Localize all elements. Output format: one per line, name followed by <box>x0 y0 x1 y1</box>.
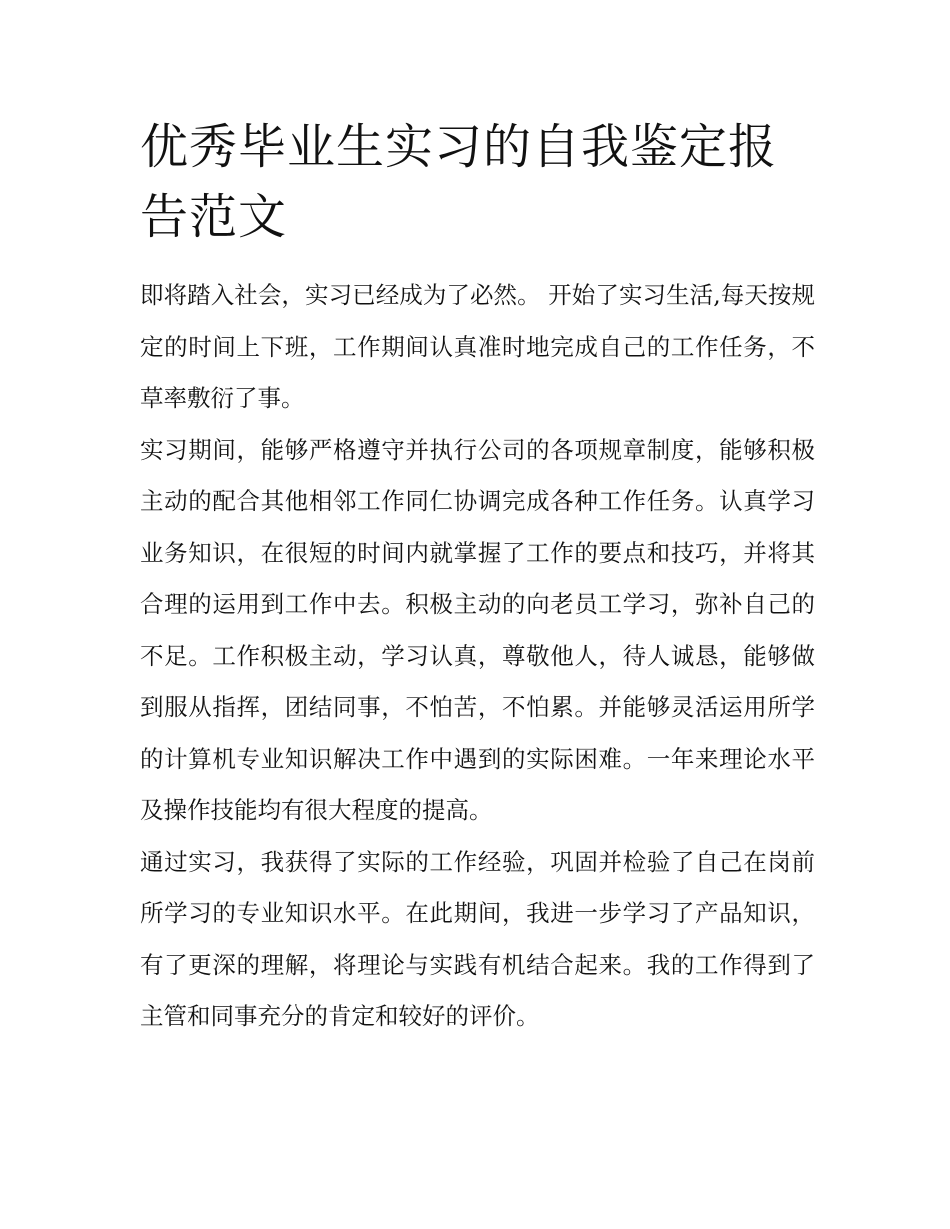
document-body <box>140 112 815 1043</box>
paragraph-1: 即将踏入社会，实习已经成为了必然。 开始了实习生活,每天按规定的时间上下班，工作期间认真准时地完成自己的工作任务，不草率敷衍了事。 <box>140 281 815 412</box>
paragraph-3: 通过实习，我获得了实际的工作经验，巩固并检验了自己在岗前所学习的专业知识水平。在此期间，我进一步学习了产品知识，有了更深的理解，将理论与实践有机结合起来。我的工作得到了主管和同事充分的肯定和较好的评价。 <box>140 847 815 1030</box>
document-title: 优秀毕业生实习的自我鉴定报告范文 <box>140 119 778 245</box>
paragraph-2: 实习期间，能够严格遵守并执行公司的各项规章制度，能够积极主动的配合其他相邻工作同仁协调完成各种工作任务。认真学习业务知识，在很短的时间内就掌握了工作的要点和技巧，并将其合理的运用到工作中去。积极主动的向老员工学习，弥补自己的不足。工作积极主动，学习认真，尊敬他人，待人诚恳，能够做到服从指挥，团结同事，不怕苦，不怕累。并能够灵活运用所学的计算机专业知识解决工作中遇到的实际困难。一年来理论水平及操作技能均有很大程度的提高。 <box>140 435 815 824</box>
